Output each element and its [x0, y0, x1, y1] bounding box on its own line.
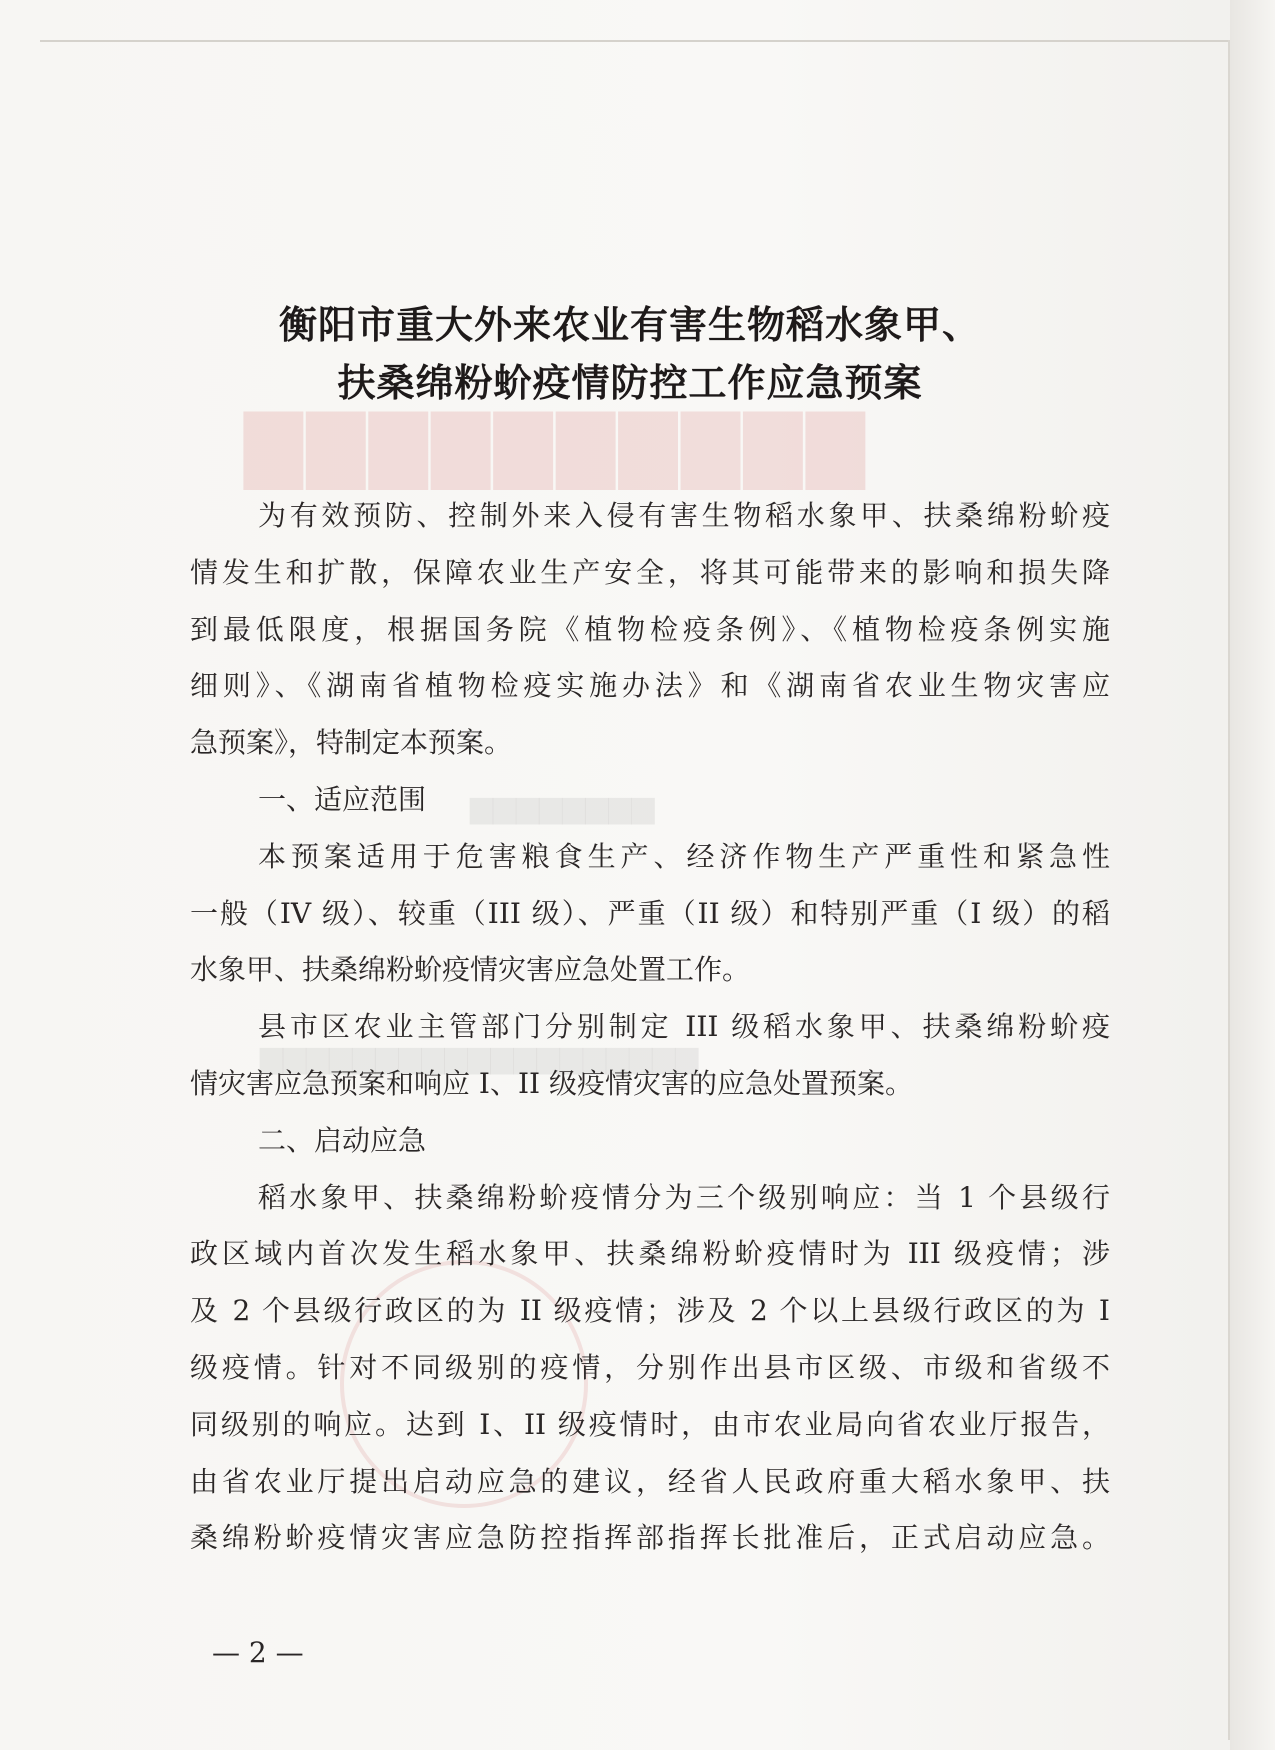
paragraph-intro	[190, 488, 1110, 772]
scan-shadow	[1230, 0, 1275, 1750]
paragraph-response-levels	[190, 1170, 1110, 1568]
text-line: 及 2 个县级行政区的为 II 级疫情；涉及 2 个以上县级行政区的为 I	[190, 1294, 1110, 1328]
document-body	[190, 488, 1110, 1567]
bleed-through-text: ▆▆▆▆▆▆▆▆	[470, 790, 655, 825]
heading-text: 二、启动应急	[258, 1123, 427, 1157]
text-line: 由省农业厅提出启动应急的建议，经省人民政府重大稻水象甲、扶	[190, 1464, 1110, 1498]
text-line: 急预案》，特制定本预案。	[190, 726, 513, 760]
page-number: — 2 —	[212, 1636, 304, 1669]
text-line: 级疫情。针对不同级别的疫情，分别作出县市区级、市级和省级不	[190, 1350, 1110, 1384]
text-line: 稻水象甲、扶桑绵粉蚧疫情分为三个级别响应：当 1 个县级行	[258, 1180, 1110, 1214]
text-line: 一般（IV 级）、较重（III 级）、严重（II 级）和特别严重（I 级）的稻	[190, 896, 1110, 930]
bleed-through-letterhead: ▇▇▇▇▇▇▇▇▇▇	[240, 400, 865, 489]
text-line: 情灾害应急预案和响应 I、II 级疫情灾害的应急处置预案。	[190, 1066, 913, 1100]
paragraph-scope	[190, 829, 1110, 999]
title-line: 衡阳市重大外来农业有害生物稻水象甲、	[278, 302, 981, 347]
text-line: 本预案适用于危害粮食生产、经济作物生产严重性和紧急性	[258, 839, 1110, 873]
paper-edge	[40, 40, 1240, 42]
text-line: 情发生和扩散，保障农业生产安全，将其可能带来的影响和损失降	[190, 555, 1110, 589]
text-line: 为有效预防、控制外来入侵有害生物稻水象甲、扶桑绵粉蚧疫	[258, 499, 1110, 532]
bleed-through-text: ▆▆▆▆▆▆▆▆▆▆▆▆▆▆▆▆▆▆▆	[260, 1040, 699, 1075]
text-line: 到最低限度，根据国务院《植物检疫条例》、《植物检疫条例实施	[190, 612, 1110, 646]
section-heading	[190, 1113, 1110, 1170]
text-line: 政区域内首次发生稻水象甲、扶桑绵粉蚧疫情时为 III 级疫情；涉	[190, 1237, 1110, 1271]
text-line: 同级别的响应。达到 I、II 级疫情时，由市农业局向省农业厅报告，	[190, 1407, 1110, 1441]
text-line: 县市区农业主管部门分别制定 III 级稻水象甲、扶桑绵粉蚧疫	[258, 1010, 1110, 1044]
title-line: 扶桑绵粉蚧疫情防控工作应急预案	[337, 360, 923, 405]
text-line: 细则》、《湖南省植物检疫实施办法》和《湖南省农业生物灾害应	[190, 669, 1110, 703]
paragraph-county-plan	[190, 999, 1110, 1113]
document-title	[180, 296, 1080, 412]
section-heading	[190, 772, 1110, 829]
text-line: 水象甲、扶桑绵粉蚧疫情灾害应急处置工作。	[190, 953, 751, 987]
heading-text: 一、适应范围	[258, 782, 427, 816]
text-line: 桑绵粉蚧疫情灾害应急防控指挥部指挥长批准后，正式启动应急。	[190, 1521, 1110, 1555]
